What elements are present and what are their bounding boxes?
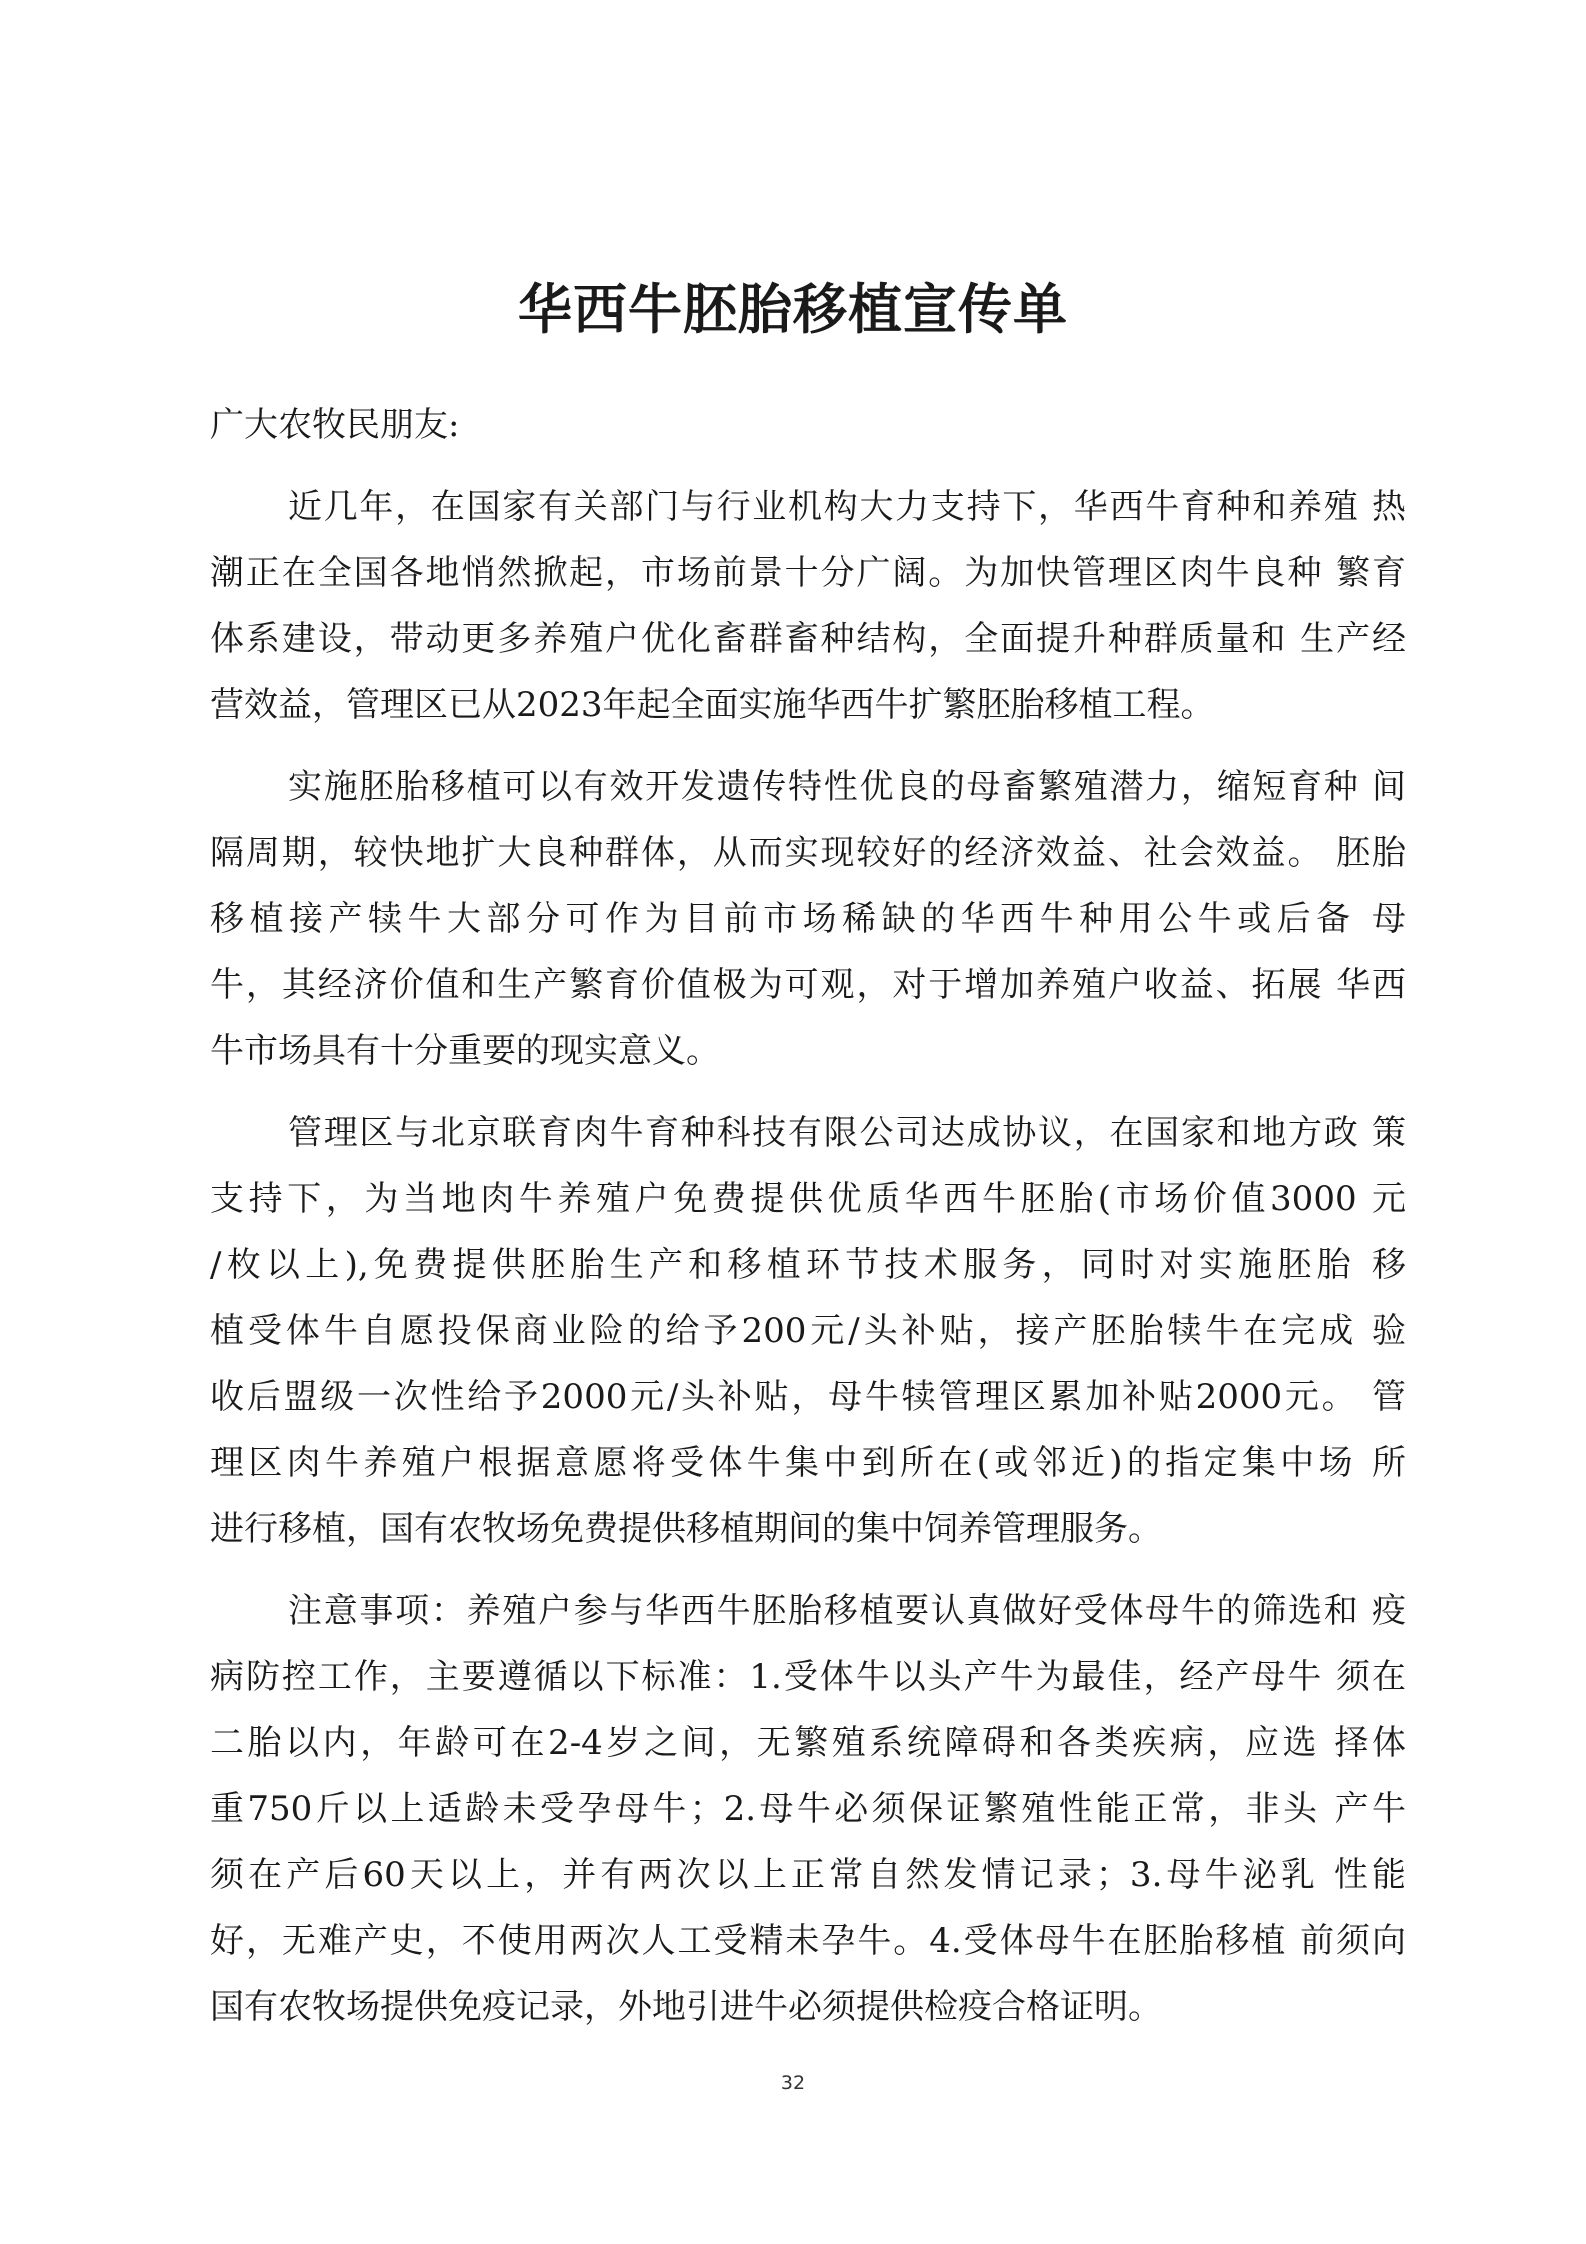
paragraph-line: 隔周期，较快地扩大良种群体，从而实现较好的经济效益、社会效益。 胚胎	[210, 833, 1406, 873]
paragraph-line: 收后盟级一次性给予2000元/头补贴，母牛犊管理区累加补贴2000元。 管	[210, 1377, 1406, 1417]
paragraph	[210, 1578, 1406, 2040]
paragraph-line: 支持下，为当地肉牛养殖户免费提供优质华西牛胚胎(市场价值3000 元	[210, 1179, 1406, 1219]
paragraph-line: 进行移植，国有农牧场免费提供移植期间的集中饲养管理服务。	[210, 1509, 1162, 1549]
paragraph-line: 植受体牛自愿投保商业险的给予200元/头补贴，接产胚胎犊牛在完成 验	[210, 1311, 1406, 1351]
paragraph-line: 二胎以内，年龄可在2-4岁之间，无繁殖系统障碍和各类疾病，应选 择体	[210, 1723, 1406, 1763]
paragraph-line: 实施胚胎移植可以有效开发遗传特性优良的母畜繁殖潜力，缩短育种 间	[288, 767, 1406, 807]
paragraph-line: 管理区与北京联育肉牛育种科技有限公司达成协议，在国家和地方政 策	[288, 1113, 1406, 1153]
paragraph-line: 病防控工作，主要遵循以下标准：1.受体牛以头产牛为最佳，经产母牛 须在	[210, 1657, 1406, 1697]
paragraph-line: 移植接产犊牛大部分可作为目前市场稀缺的华西牛种用公牛或后备 母	[210, 899, 1406, 939]
page-number: 32	[780, 2072, 806, 2094]
paragraph	[210, 1100, 1406, 1562]
paragraph-line: 近几年，在国家有关部门与行业机构大力支持下，华西牛育种和养殖 热	[288, 487, 1406, 527]
paragraph-line: 牛，其经济价值和生产繁育价值极为可观，对于增加养殖户收益、拓展 华西	[210, 965, 1406, 1005]
paragraph-line: 须在产后60天以上，并有两次以上正常自然发情记录；3.母牛泌乳 性能	[210, 1855, 1406, 1895]
paragraph-line: 好，无难产史，不使用两次人工受精未孕牛。4.受体母牛在胚胎移植 前须向	[210, 1921, 1406, 1961]
paragraph-line: 体系建设，带动更多养殖户优化畜群畜种结构，全面提升种群质量和 生产经	[210, 619, 1406, 659]
page-title: 华西牛胚胎移植宣传单	[518, 278, 1068, 341]
paragraph	[210, 754, 1406, 1084]
paragraph-line: 营效益，管理区已从2023年起全面实施华西牛扩繁胚胎移植工程。	[210, 685, 1215, 725]
paragraph	[210, 474, 1406, 738]
salutation: 广大农牧民朋友:	[210, 405, 460, 445]
paragraph-line: 国有农牧场提供免疫记录，外地引进牛必须提供检疫合格证明。	[210, 1987, 1162, 2027]
paragraph-line: /枚以上),免费提供胚胎生产和移植环节技术服务，同时对实施胚胎 移	[210, 1245, 1406, 1285]
paragraph-line: 重750斤以上适龄未受孕母牛；2.母牛必须保证繁殖性能正常，非头 产牛	[210, 1789, 1406, 1829]
paragraph-line: 注意事项：养殖户参与华西牛胚胎移植要认真做好受体母牛的筛选和 疫	[288, 1591, 1406, 1631]
paragraph-line: 潮正在全国各地悄然掀起，市场前景十分广阔。为加快管理区肉牛良种 繁育	[210, 553, 1406, 593]
document-body	[210, 392, 1406, 2056]
paragraph-line: 牛市场具有十分重要的现实意义。	[210, 1031, 720, 1071]
paragraph-line: 理区肉牛养殖户根据意愿将受体牛集中到所在(或邻近)的指定集中场 所	[210, 1443, 1406, 1483]
